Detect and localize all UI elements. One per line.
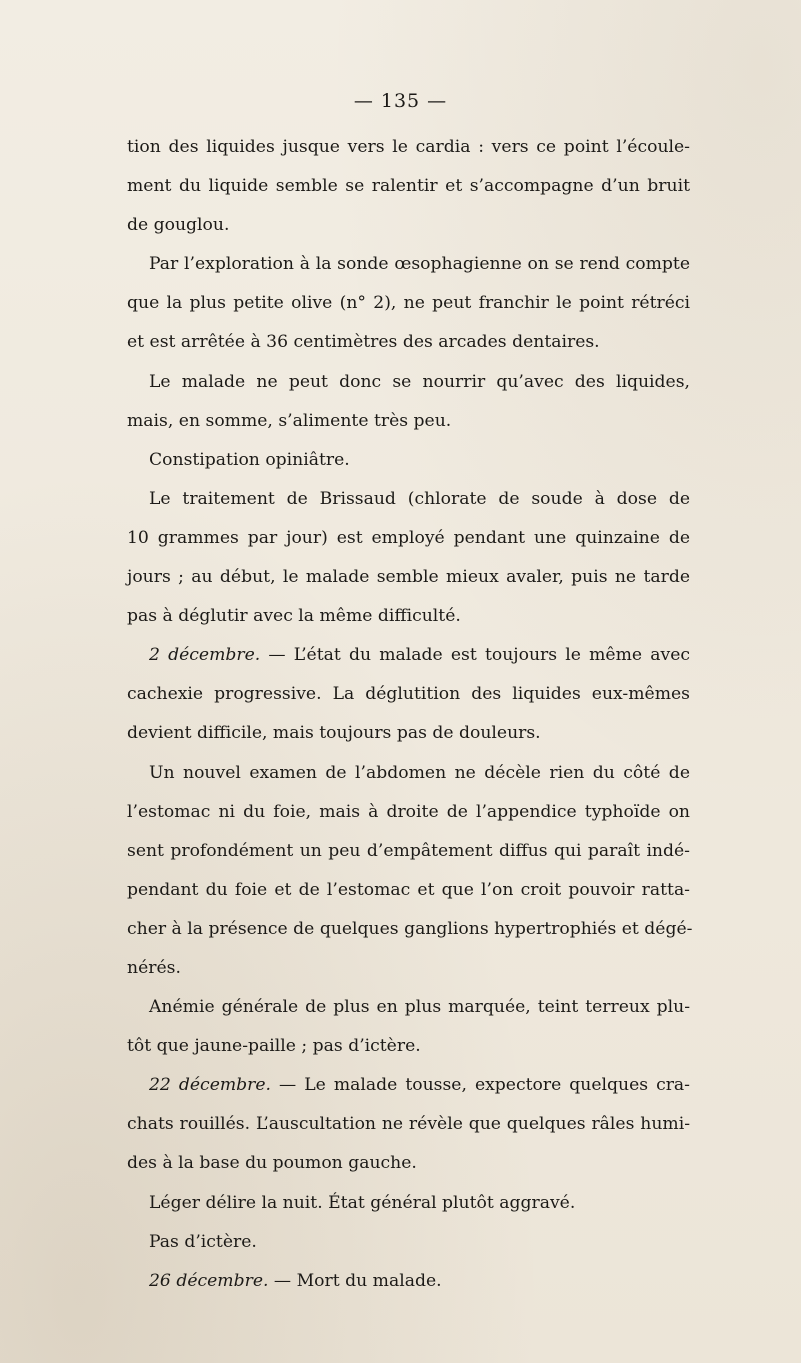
entry-date: 26 décembre. [149, 1270, 269, 1291]
entry-text: — Mort du malade. [268, 1270, 442, 1291]
text-line: pendant du foie et de l’estomac et que l’on croit pouvoir ratta- [127, 879, 690, 900]
entry-text: — Le malade tousse, expectore quelques cra- [271, 1075, 690, 1096]
page-number: — 135 — [353, 90, 448, 112]
text-line: tion des liquides jusque vers le cardia : vers ce point l’écoule- [127, 137, 690, 157]
text-line: de gouglou. [127, 215, 230, 236]
text-line: et est arrêtée à 36 centimètres des arcades dentaires. [127, 332, 600, 353]
text-line: Le malade ne peut donc se nourrir qu’avec des liquides, [149, 371, 690, 392]
text-line: Léger délire la nuit. État général plutôt aggravé. [149, 1192, 576, 1213]
text-line: Par l’exploration à la sonde œsophagienne on se rend compte [149, 254, 690, 275]
text-line: Un nouvel examen de l’abdomen ne décèle rien du côté de [149, 762, 690, 783]
text-line: nérés. [127, 957, 181, 978]
entry-date: 22 décembre. [149, 1075, 272, 1096]
text-line: sent profondément un peu d’empâtement diffus qui paraît indé- [127, 840, 690, 861]
text-line: que la plus petite olive (n° 2), ne peut franchir le point rétréci [127, 293, 690, 314]
text-line: 10 grammes par jour) est employé pendant une quinzaine de [127, 527, 690, 548]
text-line: Pas d’ictère. [149, 1231, 257, 1252]
dated-entry-line [127, 1262, 690, 1301]
text-line: jours ; au début, le malade semble mieux avaler, puis ne tarde [127, 567, 690, 588]
text-body [127, 128, 693, 1301]
text-line: tôt que jaune-paille ; pas d’ictère. [127, 1036, 421, 1057]
dated-entry-line [127, 636, 690, 675]
text-line: cher à la présence de quelques ganglions hypertrophiés et dégé- [127, 918, 693, 939]
entry-text: — L’état du malade est toujours le même avec [260, 645, 690, 666]
text-line: Anémie générale de plus en plus marquée, teint terreux plu- [149, 997, 690, 1018]
text-line: devient difficile, mais toujours pas de douleurs. [127, 723, 541, 744]
dated-entry-line [127, 1066, 690, 1105]
text-line: Constipation opiniâtre. [149, 449, 350, 470]
text-line: pas à déglutir avec la même difficulté. [127, 606, 461, 627]
text-line: chats rouillés. L’auscultation ne révèle que quelques râles humi- [127, 1114, 690, 1135]
text-line: des à la base du poumon gauche. [127, 1153, 417, 1174]
text-line: ment du liquide semble se ralentir et s’accompagne d’un bruit [127, 176, 690, 197]
text-line: mais, en somme, s’alimente très peu. [127, 410, 452, 431]
text-line: l’estomac ni du foie, mais à droite de l’appendice typhoïde on [127, 801, 690, 822]
text-line: Le traitement de Brissaud (chlorate de soude à dose de [149, 488, 690, 509]
text-line: cachexie progressive. La déglutition des liquides eux-mêmes [127, 684, 690, 705]
entry-date: 2 décembre. [149, 645, 261, 666]
